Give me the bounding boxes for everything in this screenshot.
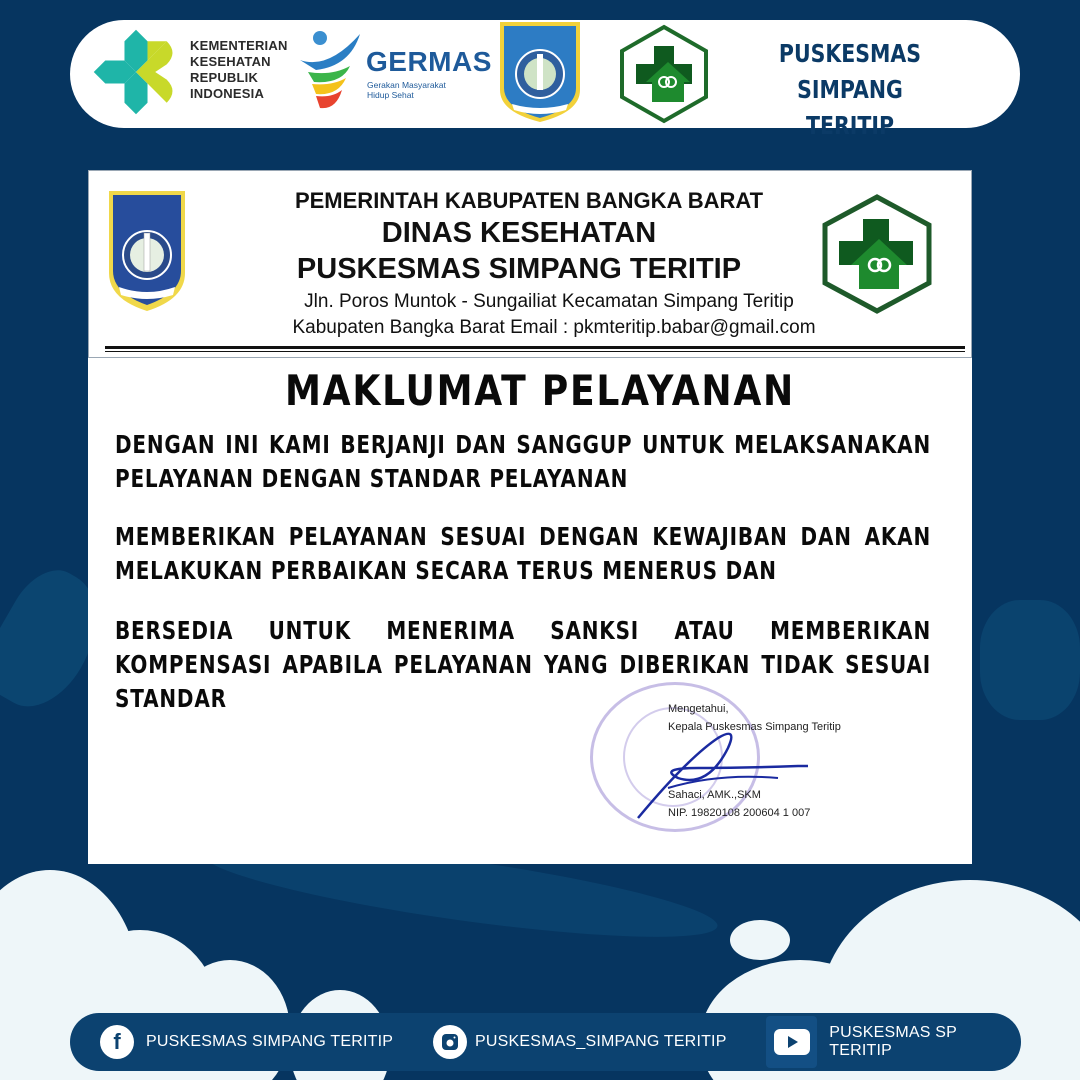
kemenkes-text bbox=[190, 38, 300, 102]
germas-subtitle bbox=[367, 80, 446, 100]
letterhead-government: PEMERINTAH KABUPATEN BANGKA BARAT bbox=[294, 188, 764, 213]
kemenkes-line: KESEHATAN bbox=[190, 54, 271, 69]
signature-position: Kepala Puskesmas Simpang Teritip bbox=[668, 721, 841, 733]
puskesmas-logo-icon bbox=[819, 193, 935, 315]
germas-title: GERMAS bbox=[366, 46, 492, 77]
pledge-text: DENGAN INI KAMI BERJANJI DAN SANGGUP UNTUK MELAKSANAKAN PELAYANAN DENGAN STANDAR PELAYANAN bbox=[115, 430, 931, 493]
facebook-icon: f bbox=[100, 1025, 134, 1059]
pledge-3 bbox=[115, 614, 930, 716]
letterhead-email: Kabupaten Bangka Barat Email : pkmteritip.babar@gmail.com bbox=[292, 317, 816, 338]
document-title: MAKLUMAT PELAYANAN bbox=[285, 366, 795, 415]
facebook-link[interactable] bbox=[100, 1013, 393, 1071]
youtube-icon-box bbox=[766, 1016, 817, 1068]
letterhead-address: Jln. Poros Muntok - Sungailiat Kecamatan Simpang Teritip bbox=[304, 291, 794, 312]
instagram-link[interactable] bbox=[433, 1013, 727, 1071]
banner-title-line: SIMPANG TERITIP bbox=[797, 75, 903, 140]
letterhead-institution: PUSKESMAS SIMPANG TERITIP bbox=[296, 253, 742, 285]
instagram-icon bbox=[433, 1025, 467, 1059]
pledge-1 bbox=[115, 428, 930, 496]
youtube-label: PUSKESMAS SP TERITIP bbox=[829, 1024, 957, 1059]
map-island-right bbox=[980, 600, 1080, 720]
letterhead-department: DINAS KESEHATAN bbox=[381, 217, 657, 249]
instagram-label: PUSKESMAS_SIMPANG TERITIP bbox=[475, 1033, 727, 1050]
kemenkes-line: REPUBLIK bbox=[190, 70, 259, 85]
letterhead-divider bbox=[105, 346, 965, 352]
facebook-label: PUSKESMAS SIMPANG TERITIP bbox=[146, 1033, 394, 1050]
youtube-link[interactable] bbox=[766, 1013, 1021, 1071]
top-banner bbox=[70, 20, 1020, 140]
youtube-icon bbox=[774, 1029, 810, 1055]
pledge-text: BERSEDIA UNTUK MENERIMA SANKSI ATAU MEMBERIKAN KOMPENSASI APABILA PELAYANAN YANG DIBERIKAN TIDAK SESUAI STANDAR bbox=[115, 616, 931, 713]
kemenkes-logo-icon bbox=[88, 24, 184, 120]
pledge-2 bbox=[115, 520, 930, 588]
germas-sub-line: Gerakan Masyarakat bbox=[367, 80, 446, 90]
social-media-bar bbox=[70, 1013, 1021, 1071]
puskesmas-logo-icon bbox=[618, 24, 710, 124]
maklumat-document bbox=[88, 170, 972, 864]
pledge-text: MEMBERIKAN PELAYANAN SESUAI DENGAN KEWAJIBAN DAN AKAN MELAKUKAN PERBAIKAN SECARA TERUS MENERUS DAN bbox=[115, 522, 931, 585]
signature-name: Sahaci, AMK.,SKM bbox=[668, 789, 761, 801]
kemenkes-line: KEMENTERIAN bbox=[190, 38, 288, 53]
germas-logo-icon bbox=[298, 26, 368, 116]
cloud-small bbox=[730, 920, 790, 960]
bangka-barat-crest-icon bbox=[498, 20, 582, 124]
letterhead bbox=[88, 170, 972, 358]
banner-title bbox=[760, 36, 940, 144]
signature-acknowledged: Mengetahui, bbox=[668, 703, 729, 715]
germas-sub-line: Hidup Sehat bbox=[367, 90, 414, 100]
kemenkes-line: INDONESIA bbox=[190, 86, 265, 101]
signature-nip: NIP. 19820108 200604 1 007 bbox=[668, 807, 811, 819]
banner-title-line: PUSKESMAS bbox=[778, 39, 922, 68]
bangka-barat-crest-icon bbox=[107, 189, 187, 313]
